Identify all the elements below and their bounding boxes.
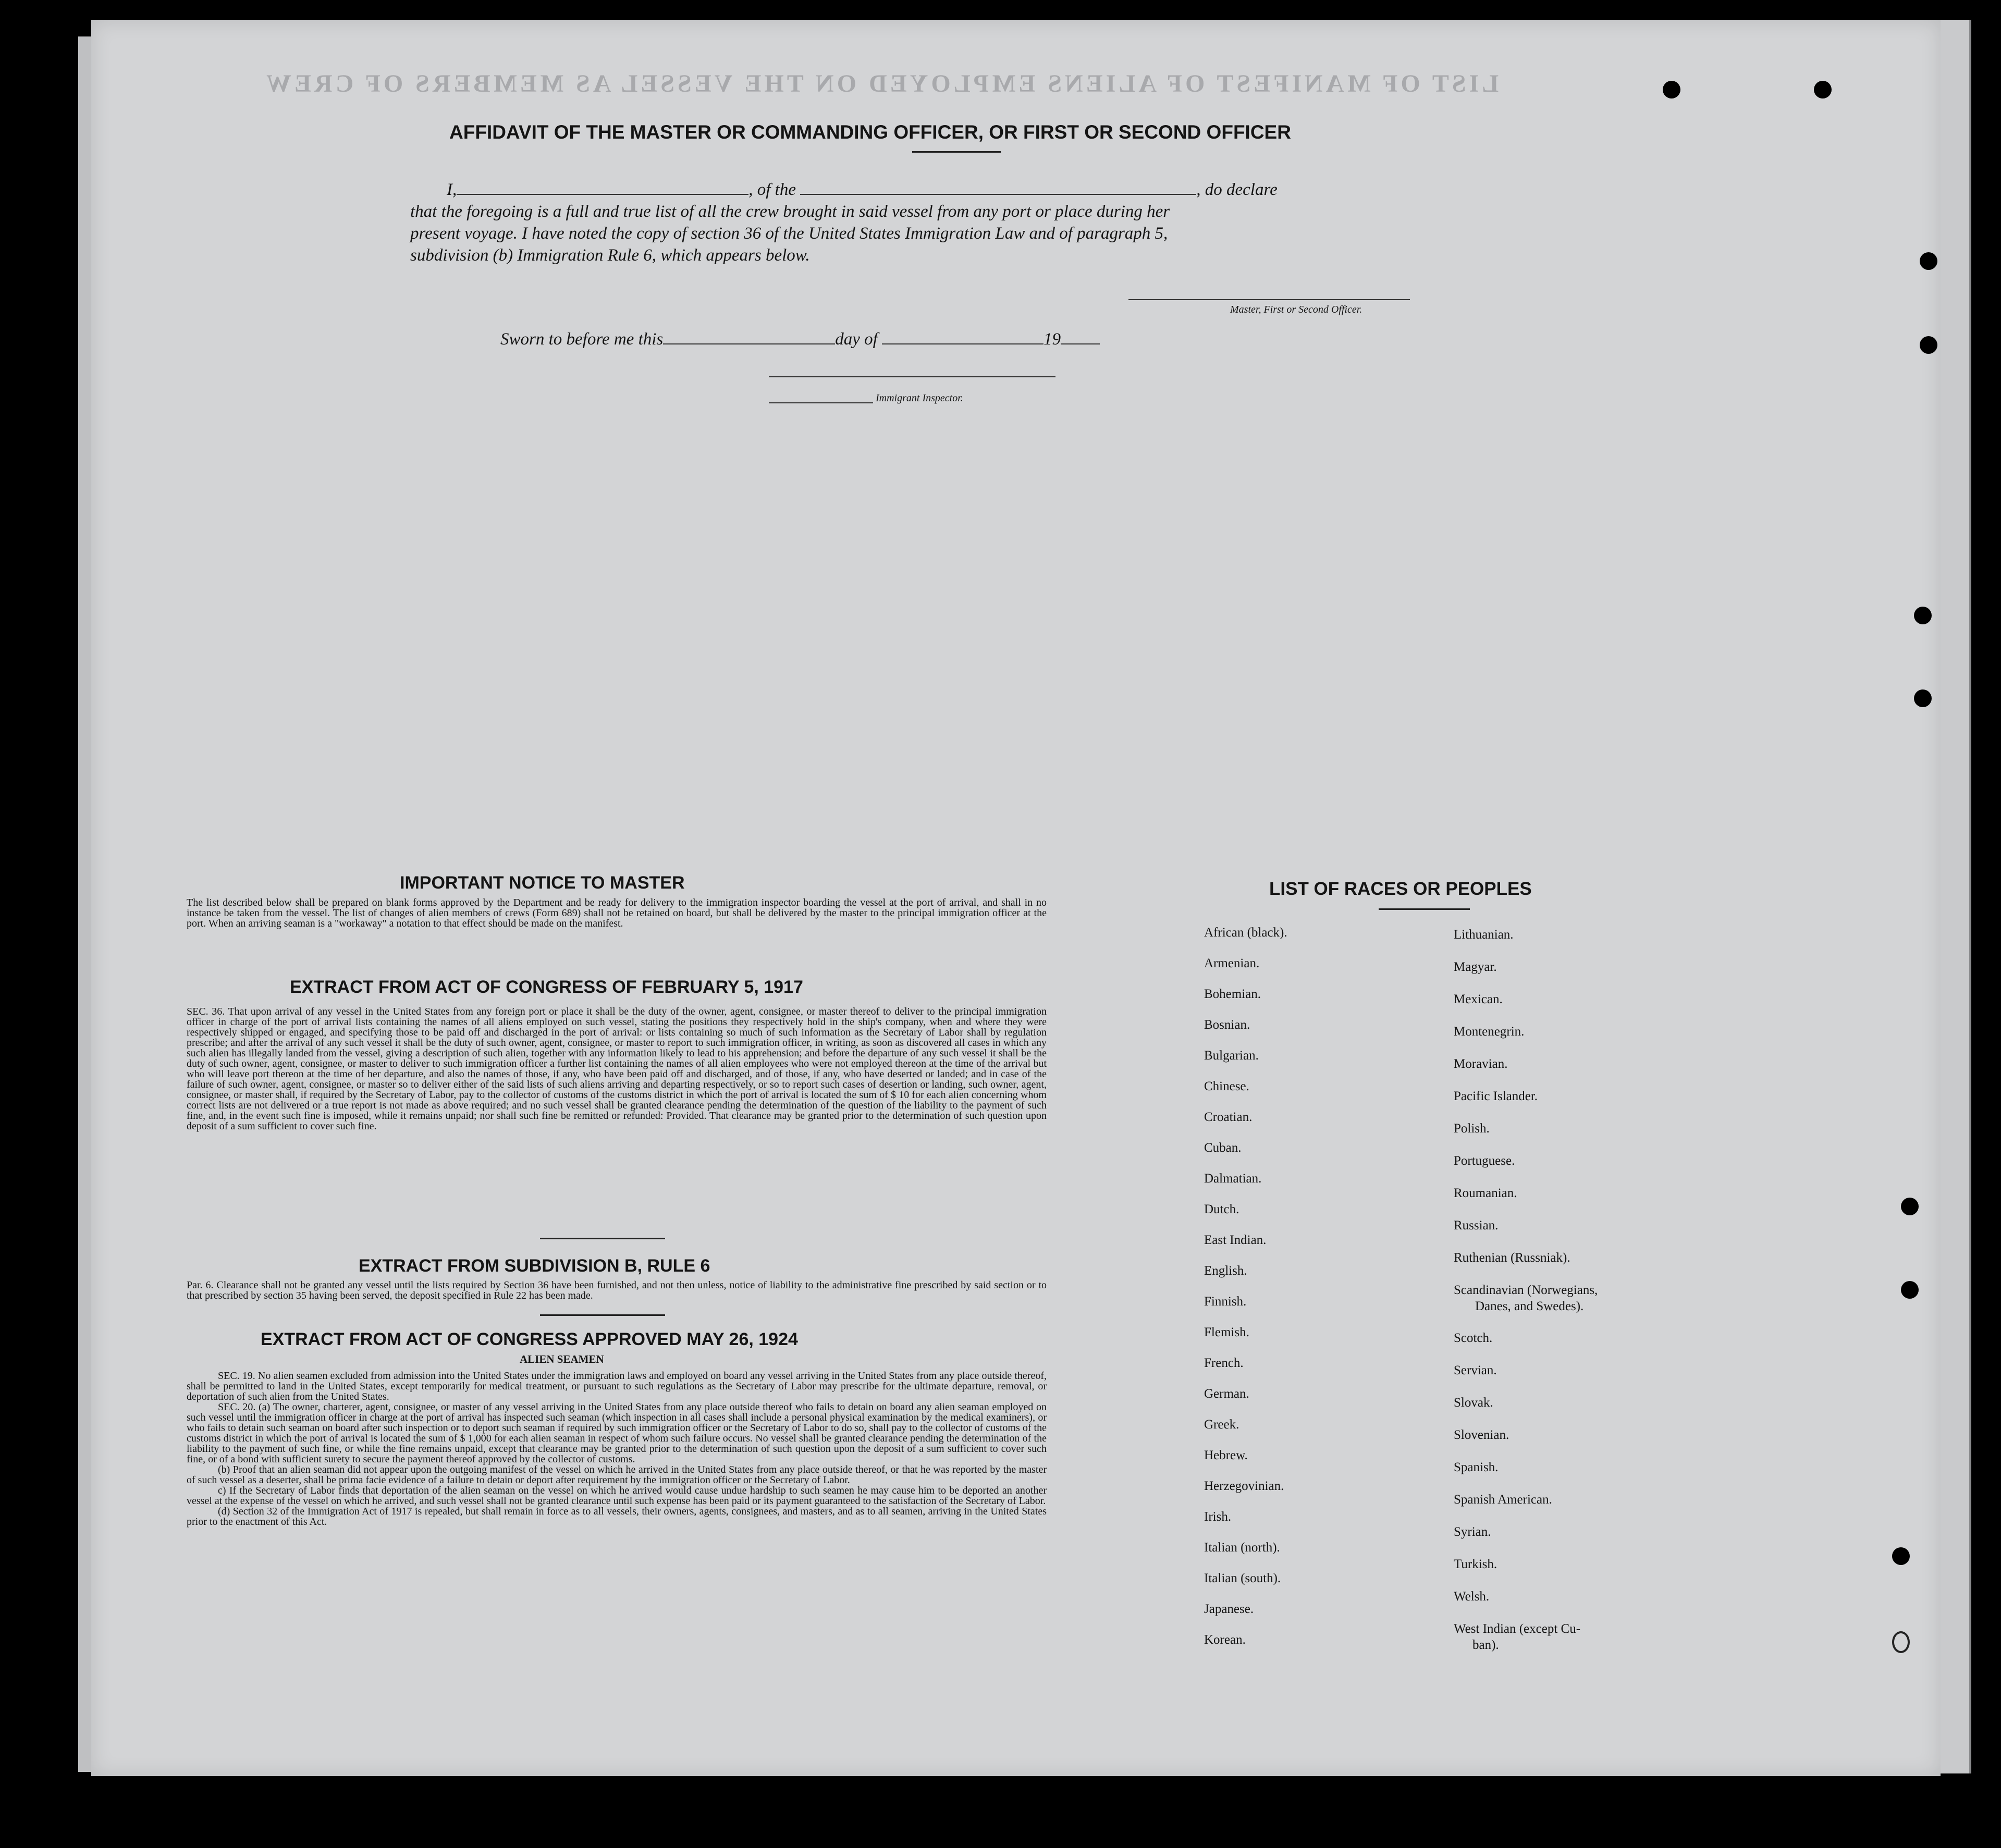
sec20b-paragraph: (b) Proof that an alien seaman did not appear upon the outgoing manifest of the vessel on which he arrived in the United States from any place outside thereof, or that he was reported by the master of such vessel as a deserter, shall be prima facie evidence of a failure to detain or deport after requirement by the immigration officer or the Secretary of Labor.	[187, 1464, 1047, 1486]
races-title-rule	[1379, 908, 1470, 910]
race-item: Russian.	[1454, 1218, 1499, 1233]
affidavit-line-2: that the foregoing is a full and true list of all the crew brought in said vessel from any port or place during her	[410, 202, 1170, 221]
master-signature-caption: Master, First or Second Officer.	[1230, 304, 1362, 315]
underlying-page-edge-right	[1941, 20, 1971, 1773]
race-item: Polish.	[1454, 1122, 1490, 1136]
race-item: English.	[1204, 1264, 1247, 1278]
race-item: German.	[1204, 1387, 1249, 1401]
bleed-through-text: LIST OF MANIFEST OF ALIENS EMPLOYED ON THE VESSEL AS MEMBERS OF CREW	[263, 70, 1499, 97]
sworn-month-blank	[882, 332, 1044, 344]
race-item: Lithuanian.	[1454, 928, 1514, 942]
race-item: Pacific Islander.	[1454, 1089, 1538, 1103]
affidavit-line-4: subdivision (b) Immigration Rule 6, which appears below.	[410, 246, 810, 265]
race-item: Italian (south).	[1204, 1571, 1281, 1585]
race-item: Syrian.	[1454, 1525, 1491, 1539]
binding-hole	[1914, 607, 1932, 624]
race-item: Servian.	[1454, 1363, 1497, 1377]
vessel-name-blank	[800, 182, 1196, 195]
race-item: Slovak.	[1454, 1396, 1493, 1410]
race-item: Scandinavian (Norwegians,	[1454, 1283, 1598, 1297]
race-item: Dalmatian.	[1204, 1172, 1262, 1186]
of-the-label: , of the	[748, 180, 796, 199]
affidavit-title: AFFIDAVIT OF THE MASTER OR COMMANDING OFFICER, OR FIRST OR SECOND OFFICER	[449, 121, 1291, 143]
sworn-year-blank	[1061, 332, 1100, 344]
sec20c-paragraph: c) If the Secretary of Labor finds that deportation of the alien seaman on the vessel on which he arrived would cause undue hardship to such seamen he may cause him to be deported an another vessel at the expense of the vessel on which he arrived, and such vessel shall not be granted clearance until such expense has been paid or its payment guaranteed to the satisfaction of the Secretary of Labor.	[187, 1485, 1047, 1507]
binding-hole	[1892, 1547, 1910, 1565]
race-item: French.	[1204, 1356, 1244, 1370]
race-item: Scotch.	[1454, 1331, 1493, 1345]
alien-seamen-subtitle: ALIEN SEAMEN	[520, 1353, 604, 1365]
affidavit-title-rule	[912, 151, 1001, 153]
race-item: Turkish.	[1454, 1557, 1497, 1571]
race-item: Bosnian.	[1204, 1018, 1250, 1032]
sec20a-paragraph: SEC. 20. (a) The owner, charterer, agent, consignee, or master of any vessel arriving in the United States from any place outside thereof who fails to detain on board any alien seaman employed on such vessel until the immigration officer in charge at the port of arrival has inspected such seaman (which inspection in all cases shall include a personal physical examination by the medical examiners), or who fails to detain such seaman on board after such inspection or to deport such seaman if required by such immigration officer or the Secretary of Labor to do so, shall pay to the collector of customs of the customs district in which the port of arrival is located the sum of $ 1,000 for each alien seaman in respect of whom such failure occurs. No vessel shall be granted clearance pending the determination of the liability to the payment of such fine, or while the fine remains unpaid, except that clearance may be granted prior to the determination of such question upon the deposit of a sum sufficient to cover such fine, or of a bond with sufficient surety to secure the payment thereof approved by the collector of customs.	[187, 1401, 1047, 1465]
race-item: Montenegrin.	[1454, 1025, 1525, 1039]
race-item: Croatian.	[1204, 1110, 1253, 1124]
race-item: Cuban.	[1204, 1141, 1242, 1155]
extract-1924-body	[187, 1371, 1047, 1527]
extract-1917-rule	[540, 1238, 665, 1239]
rule6-body: Par. 6. Clearance shall not be granted any vessel until the lists required by Section 36 have been furnished, and not then unless, notice of liability to the administrative fine prescribed by said section or to that prescribed by section 35 having been served, the deposit specified in Rule 22 has been made.	[187, 1279, 1047, 1301]
race-item: Welsh.	[1454, 1590, 1490, 1604]
binding-hole	[1901, 1281, 1919, 1299]
extract-1924-title: EXTRACT FROM ACT OF CONGRESS APPROVED MAY 26, 1924	[261, 1329, 798, 1349]
race-item: Roumanian.	[1454, 1186, 1517, 1200]
do-declare-label: , do declare	[1196, 180, 1278, 199]
race-item: Greek.	[1204, 1418, 1239, 1432]
race-item: Moravian.	[1454, 1057, 1508, 1071]
race-item: Armenian.	[1204, 956, 1260, 970]
race-item: Slovenian.	[1454, 1428, 1509, 1442]
extract-1917-body: SEC. 36. That upon arrival of any vessel in the United States from any foreign port or place it shall be the duty of the owner, agent, consignee, or master thereof to deliver to the principal immigration officer in charge of the port of arrival lists containing the names of all aliens employed on such vessel, stating the positions they respectively hold in the ship's company, when and where they were respectively shipped or engaged, and specifying those to be paid off and discharged in the port of arrival: or lists containing so much of such information as the Secretary of Labor shall by regulation prescribe; and after the arrival of any such vessel it shall be the duty of such owner, agent, consignee, or master to report to such immigration officer, in writing, as soon as discovered all cases in which any such alien has illegally landed from the vessel, giving a description of such alien, together with any information likely to lead to his apprehension; and before the departure of any such vessel it shall be the duty of such owner, agent, consignee, or master to deliver to such immigration officer a further list containing the names of all alien employees who were not employed thereon at the time of the arrival but who will leave port thereon at the time of her departure, and also the names of those, if any, who have been paid off and discharged, and of those, if any, who have deserted or landed; and in case of the failure of such owner, agent, consignee, or master so to deliver either of the said lists of such aliens arriving and departing respectively, or so to report such cases of desertion or landing, such owner, agent, consignee, or master shall, if required by the Secretary of Labor, pay to the collector of customs of the customs district in which the port of arrival is located the sum of $ 10 for each alien concerning whom correct lists are not delivered or a true report is not made as above required; and no such vessel shall be granted clearance pending the determination of the question of the liability to the payment of such fine, and, in the event such fine is imposed, while it remains unpaid; nor shall such fine be remitted or refunded: Provided. That clearance may be granted prior to the determination of such question upon deposit of a sum sufficient to cover such fine.	[187, 1006, 1047, 1132]
master-name-blank	[457, 182, 748, 195]
race-item: Spanish.	[1454, 1460, 1499, 1474]
binding-hole	[1914, 689, 1932, 707]
race-item: Bohemian.	[1204, 987, 1261, 1001]
race-item: Irish.	[1204, 1510, 1232, 1524]
race-item: Magyar.	[1454, 960, 1497, 974]
races-title: LIST OF RACES OR PEOPLES	[1269, 879, 1532, 899]
race-item: Herzegovinian.	[1204, 1479, 1284, 1493]
affidavit-line-3: present voyage. I have noted the copy of section 36 of the United States Immigration Law and of paragraph 5,	[410, 224, 1168, 243]
binding-hole	[1663, 81, 1680, 98]
manifest-page	[91, 20, 1941, 1776]
race-item: Dutch.	[1204, 1202, 1239, 1216]
race-item: Mexican.	[1454, 992, 1503, 1006]
inspector-caption: Immigrant Inspector.	[876, 392, 963, 404]
race-item-continued: Danes, and Swedes).	[1475, 1299, 1584, 1313]
inspector-signature-line	[769, 376, 1055, 377]
race-item: East Indian.	[1204, 1233, 1267, 1247]
race-item: Italian (north).	[1204, 1541, 1280, 1555]
race-item: Spanish American.	[1454, 1493, 1552, 1507]
race-item: Bulgarian.	[1204, 1049, 1259, 1063]
rule6-rule	[540, 1314, 665, 1316]
race-item: Flemish.	[1204, 1325, 1249, 1339]
binding-hole	[1901, 1198, 1919, 1215]
affidavit-line-1	[447, 180, 1278, 200]
year-label: 19	[1044, 330, 1061, 349]
inspector-short-line	[769, 402, 873, 403]
rule6-title: EXTRACT FROM SUBDIVISION B, RULE 6	[359, 1256, 710, 1276]
binding-hole	[1920, 336, 1937, 354]
race-item: Chinese.	[1204, 1079, 1249, 1093]
sec19-paragraph: SEC. 19. No alien seamen excluded from admission into the United States under the immigration laws and employed on board any vessel arriving in the United States from any place outside thereof, shall be permitted to land in the United States, except temporarily for medical treatment, or pursuant to such regulations as the Secretary of Labor may prescribe for the ultimate departure, removal, or deportation of such alien from the United States.	[187, 1370, 1047, 1402]
race-item: Korean.	[1204, 1633, 1246, 1647]
binding-hole	[1814, 81, 1832, 98]
race-item: Hebrew.	[1204, 1448, 1248, 1462]
day-of-label: day of	[835, 330, 878, 349]
race-item: Finnish.	[1204, 1295, 1247, 1309]
race-item: African (black).	[1204, 926, 1287, 940]
sworn-label: Sworn to before me this	[500, 330, 664, 349]
master-signature-line	[1128, 299, 1410, 300]
race-item: Ruthenian (Russniak).	[1454, 1251, 1570, 1265]
sworn-line	[500, 330, 1100, 349]
i-label: I,	[447, 180, 457, 199]
race-item: Japanese.	[1204, 1602, 1254, 1616]
sworn-day-blank	[663, 332, 835, 344]
notice-title: IMPORTANT NOTICE TO MASTER	[400, 873, 685, 893]
race-item: West Indian (except Cu-	[1454, 1622, 1581, 1636]
race-item: Portuguese.	[1454, 1154, 1515, 1168]
sec20d-paragraph: (d) Section 32 of the Immigration Act of 1917 is repealed, but shall remain in force as to all vessels, their owners, agents, consignees, and masters, and as to all seamen, arriving in the United States prior to the enactment of this Act.	[187, 1506, 1047, 1527]
notice-body: The list described below shall be prepared on blank forms approved by the Department and be ready for delivery to the immigration inspector boarding the vessel at the port of arrival, and shall in no instance be taken from the vessel. The list of changes of alien members of crews (Form 689) shall not be retained on board, but shall be delivered by the master to the principal immigration officer at the port. When an arriving seaman is a "workaway" a notation to that effect should be made on the manifest.	[187, 897, 1047, 929]
race-item-continued: ban).	[1472, 1638, 1499, 1652]
binding-hole	[1892, 1631, 1910, 1653]
extract-1917-title: EXTRACT FROM ACT OF CONGRESS OF FEBRUARY 5, 1917	[290, 977, 803, 997]
binding-hole	[1920, 252, 1937, 270]
